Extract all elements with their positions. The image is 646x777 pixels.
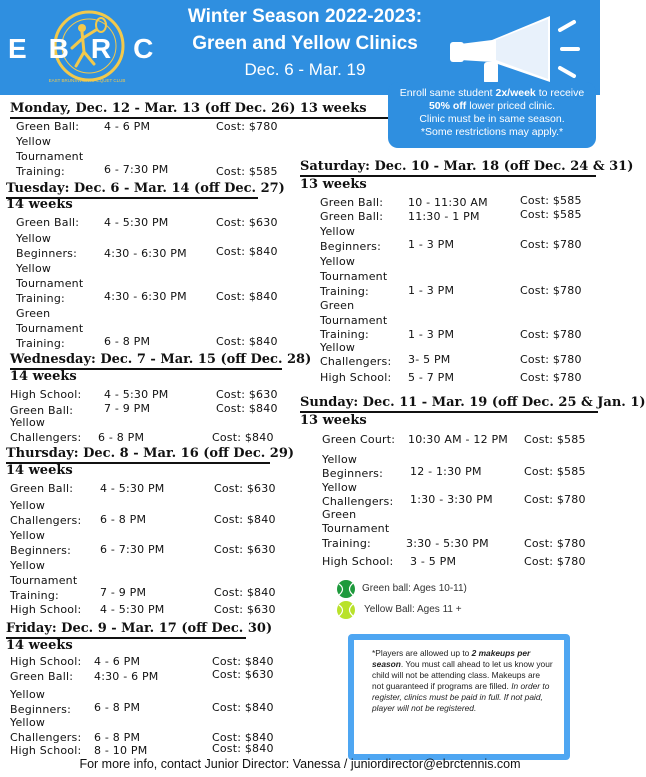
class-name: Yellow xyxy=(10,416,46,429)
class-time: 7 - 9 PM xyxy=(104,402,151,415)
class-cost: Cost: $585 xyxy=(216,165,278,178)
class-cost: Cost: $780 xyxy=(524,555,586,568)
class-name: Beginners: xyxy=(320,240,382,253)
class-time: 3 - 5 PM xyxy=(410,555,457,568)
class-name: Training: xyxy=(16,337,65,350)
class-name: Green Ball: xyxy=(10,670,74,683)
class-name: Yellow xyxy=(322,453,358,466)
class-name: Yellow xyxy=(320,225,356,238)
class-cost: Cost: $585 xyxy=(520,194,582,207)
promo-2x-week: 2x/week xyxy=(495,87,536,99)
class-name: Tournament xyxy=(16,277,84,290)
class-time: 3- 5 PM xyxy=(408,353,451,366)
class-time: 6 - 7:30 PM xyxy=(100,543,165,556)
class-cost: Cost: $840 xyxy=(216,335,278,348)
class-name: Challengers: xyxy=(10,514,82,527)
wednesday-heading: Wednesday: Dec. 7 - Mar. 15 (off Dec. 28) xyxy=(10,352,312,367)
class-name: Training: xyxy=(320,328,369,341)
class-cost: Cost: $780 xyxy=(520,284,582,297)
class-name: Green xyxy=(322,508,357,521)
class-cost: Cost: $630 xyxy=(214,603,276,616)
class-cost: Cost: $630 xyxy=(214,543,276,556)
class-time: 7 - 9 PM xyxy=(100,586,147,599)
class-name: Yellow xyxy=(320,255,356,268)
class-time: 1 - 3 PM xyxy=(408,238,455,251)
tuesday-weeks: 14 weeks xyxy=(6,197,73,212)
class-time: 6 - 8 PM xyxy=(104,335,151,348)
class-time: 11:30 - 1 PM xyxy=(408,210,480,223)
class-name: Tournament xyxy=(10,574,78,587)
tuesday-heading: Tuesday: Dec. 6 - Mar. 14 (off Dec. 27) xyxy=(6,181,285,196)
class-cost: Cost: $840 xyxy=(214,513,276,526)
class-time: 6 - 8 PM xyxy=(98,431,145,444)
promo-text: Enroll same student xyxy=(399,87,496,99)
class-name: Beginners: xyxy=(10,703,72,716)
class-name: Challengers: xyxy=(10,731,82,744)
class-time: 12 - 1:30 PM xyxy=(410,465,482,478)
class-name: Green Court: xyxy=(322,433,396,446)
friday-weeks: 14 weeks xyxy=(6,638,73,653)
class-cost: Cost: $780 xyxy=(520,353,582,366)
class-name: Yellow xyxy=(10,716,46,729)
class-name: High School: xyxy=(10,655,82,668)
note-text: . You must call ahead to let us know your child will not be attending class. Makeups are not guaranteed if programs are filled. xyxy=(372,659,553,691)
promo-box xyxy=(388,82,596,148)
class-name: High School: xyxy=(10,744,82,757)
note-payment: In order to register, clinics must be paid in full. If not paid, player will not be registered. xyxy=(372,681,550,713)
class-cost: Cost: $630 xyxy=(216,388,278,401)
class-name: Tournament xyxy=(320,314,388,327)
class-time: 4 - 6 PM xyxy=(94,655,141,668)
class-time: 4:30 - 6 PM xyxy=(94,670,159,683)
policy-note-box xyxy=(348,634,570,760)
class-name: Green xyxy=(16,307,51,320)
class-name: Yellow xyxy=(10,499,46,512)
class-name: Yellow xyxy=(16,135,52,148)
class-time: 4 - 6 PM xyxy=(104,120,151,133)
promo-line-3: Clinic must be in same season. xyxy=(419,113,565,125)
class-cost: Cost: $585 xyxy=(520,208,582,221)
class-name: Challengers: xyxy=(320,355,392,368)
class-cost: Cost: $840 xyxy=(212,731,274,744)
class-time: 4:30 - 6:30 PM xyxy=(104,247,187,260)
class-cost: Cost: $780 xyxy=(524,493,586,506)
class-name: Yellow xyxy=(10,529,46,542)
class-name: Tournament xyxy=(16,322,84,335)
class-name: Green xyxy=(320,299,355,312)
class-name: High School: xyxy=(10,388,82,401)
class-time: 10:30 AM - 12 PM xyxy=(408,433,508,446)
wednesday-weeks: 14 weeks xyxy=(10,369,77,384)
class-name: Beginners: xyxy=(16,247,78,260)
class-name: Yellow xyxy=(320,341,356,354)
class-cost: Cost: $840 xyxy=(214,586,276,599)
thursday-weeks: 14 weeks xyxy=(6,463,73,478)
green-ball-icon xyxy=(336,579,356,599)
class-time: 1 - 3 PM xyxy=(408,284,455,297)
class-time: 6 - 8 PM xyxy=(94,731,141,744)
class-time: 4 - 5:30 PM xyxy=(104,388,169,401)
class-cost: Cost: $585 xyxy=(524,433,586,446)
promo-line-4: *Some restrictions may apply.* xyxy=(420,126,564,138)
class-cost: Cost: $840 xyxy=(216,245,278,258)
class-cost: Cost: $840 xyxy=(212,742,274,755)
class-name: Yellow xyxy=(16,262,52,275)
class-time: 8 - 10 PM xyxy=(94,744,148,757)
yellow-ball-icon xyxy=(336,600,356,620)
class-name: Training: xyxy=(10,589,59,602)
class-time: 4 - 5:30 PM xyxy=(104,216,169,229)
class-cost: Cost: $585 xyxy=(524,465,586,478)
promo-discount: 50% off xyxy=(428,100,467,112)
class-name: Yellow xyxy=(322,481,358,494)
class-name: Green Ball: xyxy=(320,210,384,223)
class-cost: Cost: $630 xyxy=(216,216,278,229)
season-dates: Dec. 6 - Mar. 19 xyxy=(244,60,366,79)
footer-contact: For more info, contact Junior Director: Vanessa / juniordirector@ebrctennis.com xyxy=(79,757,521,771)
class-cost: Cost: $630 xyxy=(212,668,274,681)
class-cost: Cost: $840 xyxy=(212,655,274,668)
promo-text-post: lower priced clinic. xyxy=(466,100,556,112)
class-name: Beginners: xyxy=(10,544,72,557)
class-time: 3:30 - 5:30 PM xyxy=(406,537,489,550)
class-time: 6 - 7:30 PM xyxy=(104,163,169,176)
note-makeups: 2 makeups per season xyxy=(372,648,531,669)
monday-heading: Monday, Dec. 12 - Mar. 13 (off Dec. 26) 13 weeks xyxy=(10,101,367,116)
class-cost: Cost: $780 xyxy=(520,328,582,341)
class-time: 4 - 5:30 PM xyxy=(100,482,165,495)
class-time: 4 - 5:30 PM xyxy=(100,603,165,616)
sunday-weeks: 13 weeks xyxy=(300,413,367,428)
class-name: Training: xyxy=(16,165,65,178)
class-name: Yellow xyxy=(10,559,46,572)
class-name: Training: xyxy=(16,292,65,305)
class-name: Training: xyxy=(322,537,371,550)
friday-heading: Friday: Dec. 9 - Mar. 17 (off Dec. 30) xyxy=(6,621,273,636)
class-name: Challengers: xyxy=(322,495,394,508)
class-name: Training: xyxy=(320,285,369,298)
class-cost: Cost: $780 xyxy=(524,537,586,550)
class-name: Green Ball: xyxy=(10,404,74,417)
green-ball-legend: Green ball: Ages 10-11) xyxy=(362,583,467,594)
class-time: 10 - 11:30 AM xyxy=(408,196,488,209)
class-name: Green Ball: xyxy=(16,216,80,229)
class-name: Yellow xyxy=(10,688,46,701)
sunday-heading: Sunday: Dec. 11 - Mar. 19 (off Dec. 25 & Jan. 1) xyxy=(300,395,646,410)
class-name: High School: xyxy=(322,555,394,568)
class-cost: Cost: $840 xyxy=(212,701,274,714)
saturday-heading: Saturday: Dec. 10 - Mar. 18 (off Dec. 24 & 31) xyxy=(300,159,634,174)
class-name: Yellow xyxy=(16,232,52,245)
class-name: High School: xyxy=(320,371,392,384)
class-name: High School: xyxy=(10,603,82,616)
thursday-heading: Thursday: Dec. 8 - Mar. 16 (off Dec. 29) xyxy=(6,446,295,461)
class-name: Challengers: xyxy=(10,431,82,444)
class-cost: Cost: $840 xyxy=(216,402,278,415)
title-line-2: Green and Yellow Clinics xyxy=(192,33,418,54)
class-time: 1 - 3 PM xyxy=(408,328,455,341)
class-cost: Cost: $630 xyxy=(214,482,276,495)
policy-note-text xyxy=(372,648,554,714)
monday-underline xyxy=(10,117,388,119)
class-name: Green Ball: xyxy=(10,482,74,495)
class-time: 4:30 - 6:30 PM xyxy=(104,290,187,303)
class-cost: Cost: $840 xyxy=(212,431,274,444)
class-time: 1:30 - 3:30 PM xyxy=(410,493,493,506)
saturday-weeks: 13 weeks xyxy=(300,177,367,192)
logo-ring-text: EAST BRUNSWICK RACQUET CLUB xyxy=(48,78,126,83)
class-name: Green Ball: xyxy=(16,120,80,133)
class-cost: Cost: $780 xyxy=(520,238,582,251)
class-time: 6 - 8 PM xyxy=(94,701,141,714)
yellow-ball-legend: Yellow Ball: Ages 11 + xyxy=(364,604,462,615)
logo-text: EBRC xyxy=(8,33,176,64)
class-name: Tournament xyxy=(16,150,84,163)
class-name: Beginners: xyxy=(322,467,384,480)
note-text: *Players are allowed up to xyxy=(372,648,472,658)
class-time: 5 - 7 PM xyxy=(408,371,455,384)
class-cost: Cost: $780 xyxy=(216,120,278,133)
promo-text-mid: to receive xyxy=(535,87,585,99)
class-time: 6 - 8 PM xyxy=(100,513,147,526)
title-line-1: Winter Season 2022-2023: xyxy=(187,6,423,27)
class-name: Tournament xyxy=(320,270,388,283)
class-name: Green Ball: xyxy=(320,196,384,209)
class-cost: Cost: $840 xyxy=(216,290,278,303)
class-name: Tournament xyxy=(322,522,390,535)
class-cost: Cost: $780 xyxy=(520,371,582,384)
